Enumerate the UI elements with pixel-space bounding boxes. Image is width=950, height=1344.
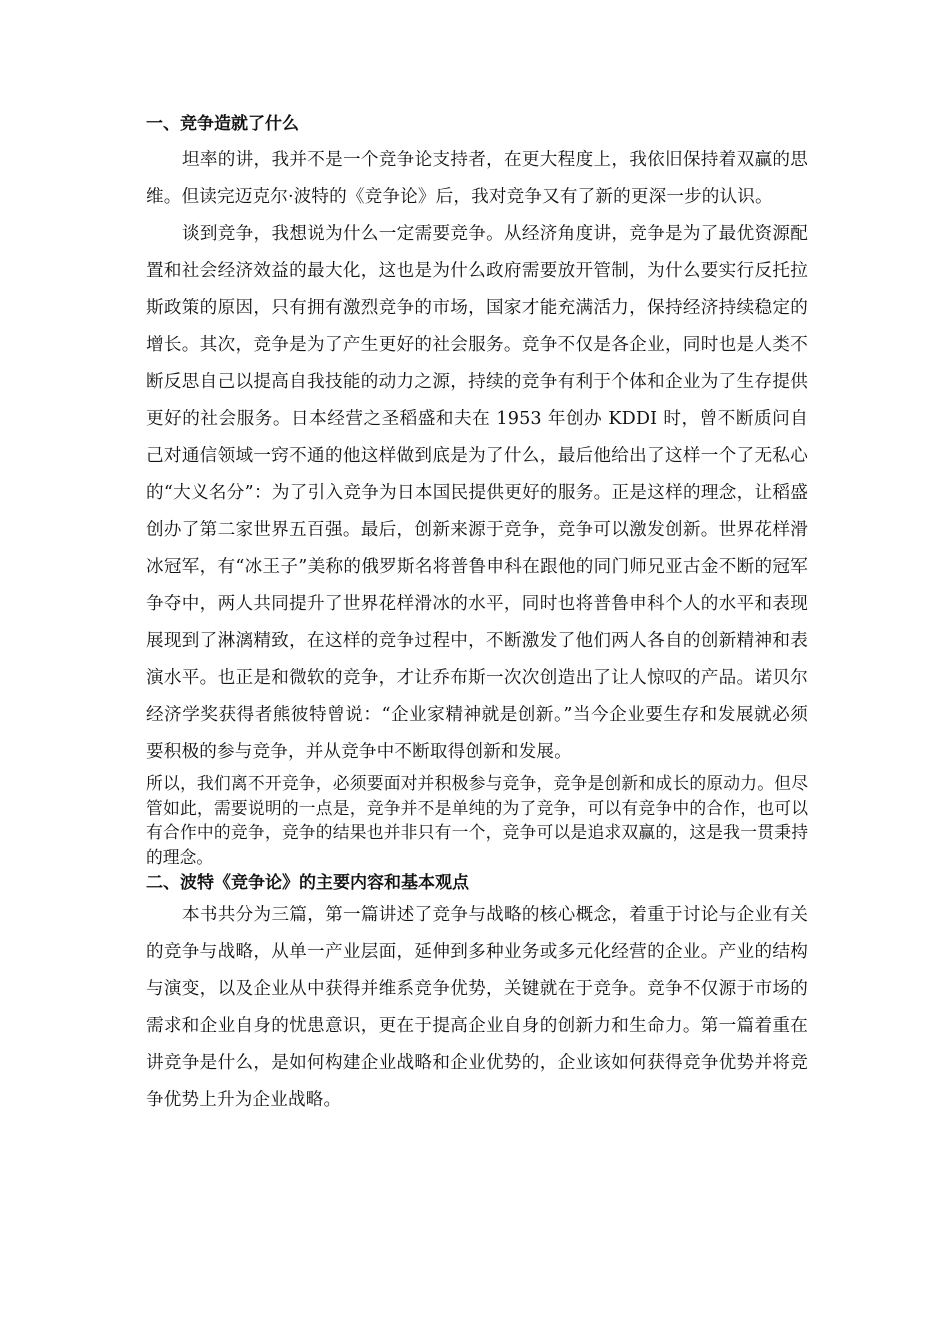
document-body bbox=[146, 112, 808, 1119]
paragraph-book-overview: 本书共分为三篇，第一篇讲述了竞争与战略的核心概念，着重于讨论与企业有关的竞争与战略，从单一产业层面，延伸到多种业务或多元化经营的企业。产业的结构与演变，以及企业从中获得并维系竞争优势，关键就在于竞争。竞争不仅源于市场的需求和企业自身的忧患意识，更在于提高企业自身的创新力和生命力。第一篇着重在讲竞争是什么，是如何构建企业战略和企业优势的，企业该如何获得竞争优势并将竞争优势上升为企业战略。 bbox=[146, 905, 808, 1110]
paragraph-intro: 坦率的讲，我并不是一个竞争论支持者，在更大程度上，我依旧保持着双赢的思维。但读完迈克尔·波特的《竞争论》后，我对竞争又有了新的更深一步的认识。 bbox=[146, 150, 808, 207]
section-heading-2: 二、波特《竞争论》的主要内容和基本观点 bbox=[146, 873, 469, 893]
paragraph-why-competition: 谈到竞争，我想说为什么一定需要竞争。从经济角度讲，竞争是为了最优资源配置和社会经济效益的最大化，这也是为什么政府需要放开管制，为什么要实行反托拉斯政策的原因，只有拥有激烈竞争的市场，国家才能充满活力，保持经济持续稳定的增长。其次，竞争是为了产生更好的社会服务。竞争不仅是各企业，同时也是人类不断反思自己以提高自我技能的动力之源，持续的竞争有利于个体和企业为了生存提供更好的社会服务。日本经营之圣稻盛和夫在 1953 年创办 KDDI 时，曾不断质问自己对通信领域一窍不通的他这样做到底是为了什么，最后他给出了这样一个了无私心的“大义名分”：为了引入竞争为日本国民提供更好的服务。正是这样的理念，让稻盛创办了第二家世界五百强。最后，创新来源于竞争，竞争可以激发创新。世界花样滑冰冠军，有“冰王子”美称的俄罗斯名将普鲁申科在跟他的同门师兄亚古金不断的冠军争夺中，两人共同提升了世界花样滑冰的水平，同时也将普鲁申科个人的水平和表现展现到了淋漓精致，在这样的竞争过程中，不断激发了他们两人各自的创新精神和表演水平。也正是和微软的竞争，才让乔布斯一次次创造出了让人惊叹的产品。诺贝尔经济学奖获得者熊彼特曾说：“企业家精神就是创新。”当今企业要生存和发展就必须要积极的参与竞争，并从竞争中不断取得创新和发展。 bbox=[146, 224, 808, 762]
section-heading-1: 一、竞争造就了什么 bbox=[146, 114, 299, 134]
paragraph-closing: 所以，我们离不开竞争，必须要面对并积极参与竞争，竞争是创新和成长的原动力。但尽管如此，需要说明的一点是，竞争并不是单纯的为了竞争，可以有竞争中的合作，也可以有合作中的竞争，竞争的结果也并非只有一个，竞争可以是追求双赢的，这是我一贯秉持的理念。 bbox=[146, 773, 808, 867]
